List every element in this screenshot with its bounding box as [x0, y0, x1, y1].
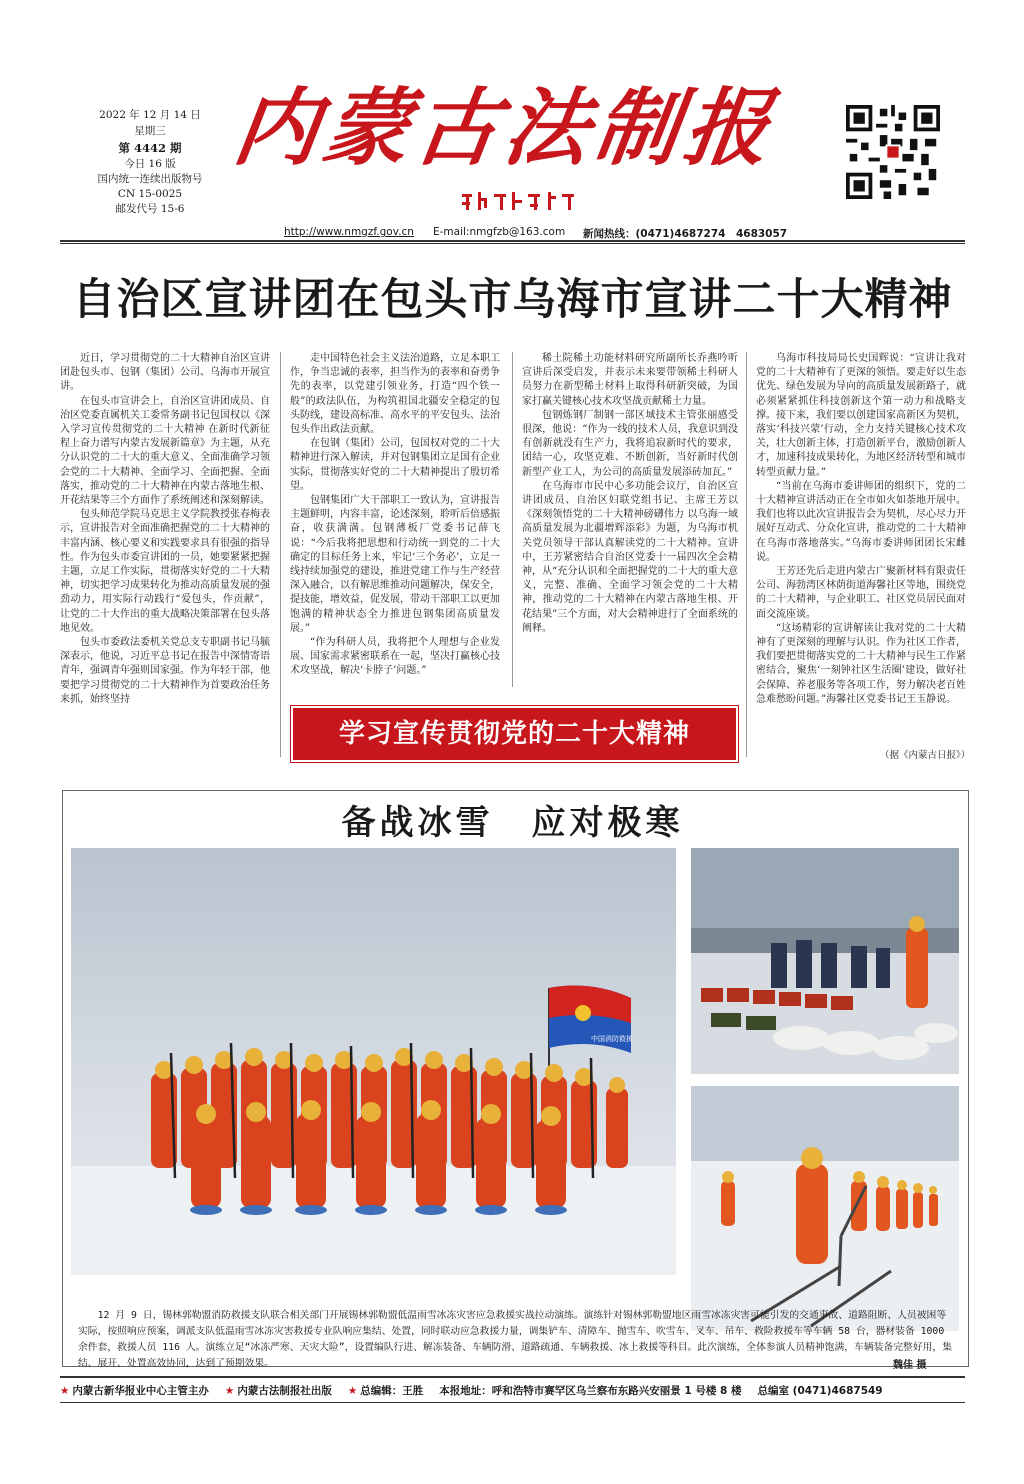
footer-item: [225, 1383, 332, 1398]
serial-label: 国内统一连续出版物号: [97, 173, 203, 185]
paragraph: “作为科研人员，我将把个人理想与企业发展、国家需求紧密联系在一起，坚决打赢核心技术攻坚战，解决‘卡脖子’问题。”: [290, 637, 500, 677]
article-column-3: [522, 352, 738, 636]
footer-address: 本报地址：呼和浩特市赛罕区乌兰察布东路兴安丽景 1 号楼 8 楼: [439, 1384, 742, 1397]
photo-equipment-inspection: [691, 848, 959, 1074]
main-photo-firefighters: [71, 848, 676, 1275]
footer-publisher: 内蒙古法制报社出版: [237, 1384, 332, 1397]
news-hotline: 新闻热线：(0471)4687274 4683057: [583, 228, 788, 240]
column-divider: [746, 352, 747, 757]
cn-number: CN 15-0025: [117, 188, 183, 200]
paragraph: 王芳还先后走进内蒙古广聚新材料有限责任公司、海勃湾区林荫街道海馨社区等地，围绕党的二十大精神，与企业职工、社区党员居民面对面交流座谈。: [756, 566, 966, 620]
column-divider: [512, 352, 513, 687]
masthead-divider-thin: [60, 243, 965, 244]
masthead-divider: [60, 240, 965, 242]
paragraph: 包头市委政法委机关党总支专职副书记马毓深表示，他说，习近平总书记在报告中深情寄语青年，强调青年强则国家强。作为年轻干部，他要把学习贯彻党的二十大精神作为首要政治任务来抓，始终坚持: [60, 637, 270, 705]
paragraph: 近日，学习贯彻党的二十大精神自治区宣讲团赴包头市、包钢（集团）公司、乌海市开展宣讲。: [60, 353, 270, 393]
footer-item: [60, 1383, 209, 1398]
flag-text: 中国消防救援: [591, 1035, 633, 1043]
article-source: （据《内蒙古日报》）: [880, 750, 971, 761]
paragraph: 包钢集团广大干部职工一致认为，宣讲报告主题鲜明，内容丰富，论述深刻，聆听后倍感振奋，收获满满。包钢薄板厂党委书记薛飞说：“今后我将把思想和行动统一到党的二十大确定的目标任务上来，牢记‘三个务必’，立足一线持续加强党的建设，推进党建工作与生产经营深入融合，以有解思维推动问题解决，保安全，提技能，增效益，促发展，带动干部职工以更加饱满的精神状态全力推进包钢集团高质量发展。”: [290, 495, 500, 634]
article-column-4: [756, 352, 966, 707]
photo-byline: 魏佳 摄: [893, 1360, 927, 1371]
issue-number: 第 4442 期: [118, 141, 182, 155]
star-icon: ★: [224, 1384, 235, 1397]
paragraph: 稀土院稀土功能材料研究所副所长乔燕吟听宣讲后深受启发，并表示未来要带领稀土科研人员努力在新型稀土材料上取得科研新突破，为国家打赢关键核心技术攻坚战贡献稀土力量。: [522, 353, 738, 407]
qr-code-icon: [846, 105, 940, 199]
paragraph: 在乌海市市民中心多功能会议厅，自治区宣讲团成员、自治区妇联党组书记、主席王芳以《深刻领悟党的二十大精神磅礴伟力 以乌海一域高质量发展为北疆增辉添彩》为题，为乌海市机关党员领导干部认真解读党的二十大精神。宣讲中，王芳紧密结合自治区党委十一届四次全会精神，从“充分认识和全面把握党的二十大的重大意义，完整、准确、全面学习领会党的二十大精神，推动党的二十大精神在内蒙古落地生根、开花结果”三个方面，对大会精神进行了全面系统的阐释。: [522, 480, 738, 634]
mongolian-title-graphic: [458, 190, 582, 212]
page-footer: [60, 1376, 965, 1403]
paragraph: 包钢炼钢厂制钢一部区域技术主管张丽感受很深，他说：“作为一线的技术人员，我意识到没有创新就没有生产力，我将追寂新时代的要求，团结一心，攻坚克难、不断创新，当好新时代创新型产业工人，为公司的高质量发展添砖加瓦。”: [522, 409, 738, 478]
paragraph: 在包头市宣讲会上，自治区宣讲团成员、自治区党委直属机关工委常务副书记包国权以《深入学习宣传贯彻党的二十大精神 在新时代新征程上奋力谱写内蒙古发展新篇章》为主题，从充分认识党的二十大的重大意义、全面准确学习领会党的二十大精神、全面学习、全面把握、全面落实，推动党的二十大精神在内蒙古落地生根、开花结果等三个方面作了系统阐述和深刻解读。: [60, 395, 270, 507]
paragraph: “这场精彩的宣讲解读让我对党的二十大精神有了更深刻的理解与认识。作为社区工作者，我们要把贯彻落实党的二十大精神与民生工作紧密结合，聚焦‘一刻钟社区生活圈’建设，做好社会保障、养老服务等各项工作，努力解决老百姓急难愁盼问题。”海馨社区党委书记王玉静说。: [756, 622, 966, 705]
main-headline: 自治区宣讲团在包头市乌海市宣讲二十大精神: [72, 275, 953, 325]
star-icon: ★: [347, 1384, 358, 1397]
paragraph: 乌海市科技局局长史国辉说：“宣讲让我对党的二十大精神有了更深的领悟。要走好以生态优先、绿色发展为导向的高质量发展新路子，就必须紧紧抓住科技创新这个第一动力和战略支撑。接下来，我们要以创建国家高新区为契机，落实‘科技兴蒙’行动，全力支持关键核心技术攻关，壮大创新主体，打造创新平台，激励创新人才，加速科技成果转化，为地区经济转型和城市转型贡献力量。”: [756, 353, 966, 478]
paragraph: 包头师范学院马克思主义学院教授张春梅表示，宣讲报告对全面准确把握党的二十大精神的丰富内涵、核心要义和实践要求具有很强的指导性。作为包头市委宣讲团的一员，她要紧紧把握主题，立足工作实际，贯彻落实好党的二十大精神，切实把学习成果转化为推动高质量发展的强劲动力，用实际行动践行“爱包头，作贡献”，让党的二十大作出的重大战略决策部署在包头落地见效。: [60, 509, 270, 634]
issue-date: 2022 年 12 月 14 日: [99, 109, 201, 121]
article-column-2: [290, 352, 500, 679]
footer-editor: 总编辑：王胜: [360, 1384, 424, 1397]
photo-ski-rescue: [691, 1086, 959, 1331]
website-link[interactable]: http://www.nmgzf.gov.cn: [284, 226, 414, 238]
column-divider: [280, 352, 281, 757]
paragraph: 走中国特色社会主义法治道路，立足本职工作，争当忠诚的表率，担当作为的表率和奋勇争先的表率，以党建引领业务，打造“四个铁一般”的政法队伍，为构筑祖国北疆安全稳定的包头防线，建设高标准、高水平的平安包头、法治包头作出政法贡献。: [290, 353, 500, 436]
newspaper-title: [228, 78, 825, 177]
paragraph: 在包钢（集团）公司，包国权对党的二十大精神进行深入解读，并对包钢集团立足国有企业实际，贯彻落实好党的二十大精神提出了殷切希望。: [290, 438, 500, 492]
footer-office: 总编室 (0471)4687549: [757, 1384, 883, 1397]
footer-item: [348, 1383, 423, 1398]
footer-sponsor: 内蒙古新华报业中心主管主办: [72, 1384, 209, 1397]
email-link[interactable]: E-mail:nmgfzb@163.com: [433, 226, 566, 238]
photo-section-title: 备战冰雪 应对极寒: [341, 803, 684, 843]
page-count: 今日 16 版: [124, 158, 176, 170]
campaign-banner: 学习宣传贯彻党的二十大精神: [291, 706, 738, 762]
article-column-1: [60, 352, 270, 707]
photo-caption: 12 月 9 日，锡林郭勒盟消防救援支队联合相关部门开展锡林郭勒盟低温雨雪冰冻灾害应急救援实战拉动演练。演练针对锡林郭勒盟地区雨雪冰冻灾害可能引发的交通事故、道路阻断、人员被困等实际，按照响应预案，调派支队低温雨雪冰冻灾害救援专业队响应集结、处置，同时联动应急救援力量，调集铲车、清障车、抛雪车、吹雪车、叉车、吊车、救险救援车等车辆 58 台，器材装备 1000 余件套，救援人员 116 人。演练立足“冰冻严寒、天灾大险”，设置编队行进、解冻装备、车辆防滑、道路疏通、车辆救援、冰上救援等科目。此次演练，全体参演人员精神饱满，车辆装备完整好用，集结、展开、处置高效协同，达到了预期效果。: [78, 1310, 953, 1369]
postal-code: 邮发代号 15-6: [115, 203, 185, 215]
newspaper-title-text: 内蒙古法制报: [228, 78, 782, 177]
weekday: 星期三: [134, 125, 166, 137]
star-icon: ★: [60, 1384, 70, 1397]
paragraph: “当前在乌海市委讲师团的组织下，党的二十大精神宣讲活动正在全市如火如荼地开展中。我们也将以此次宣讲报告会为契机，尽心尽力开展好互动式、分众化宣讲，推动党的二十大精神在乌海市落地落实。”乌海市委讲师团团长宋雌说。: [756, 480, 966, 563]
